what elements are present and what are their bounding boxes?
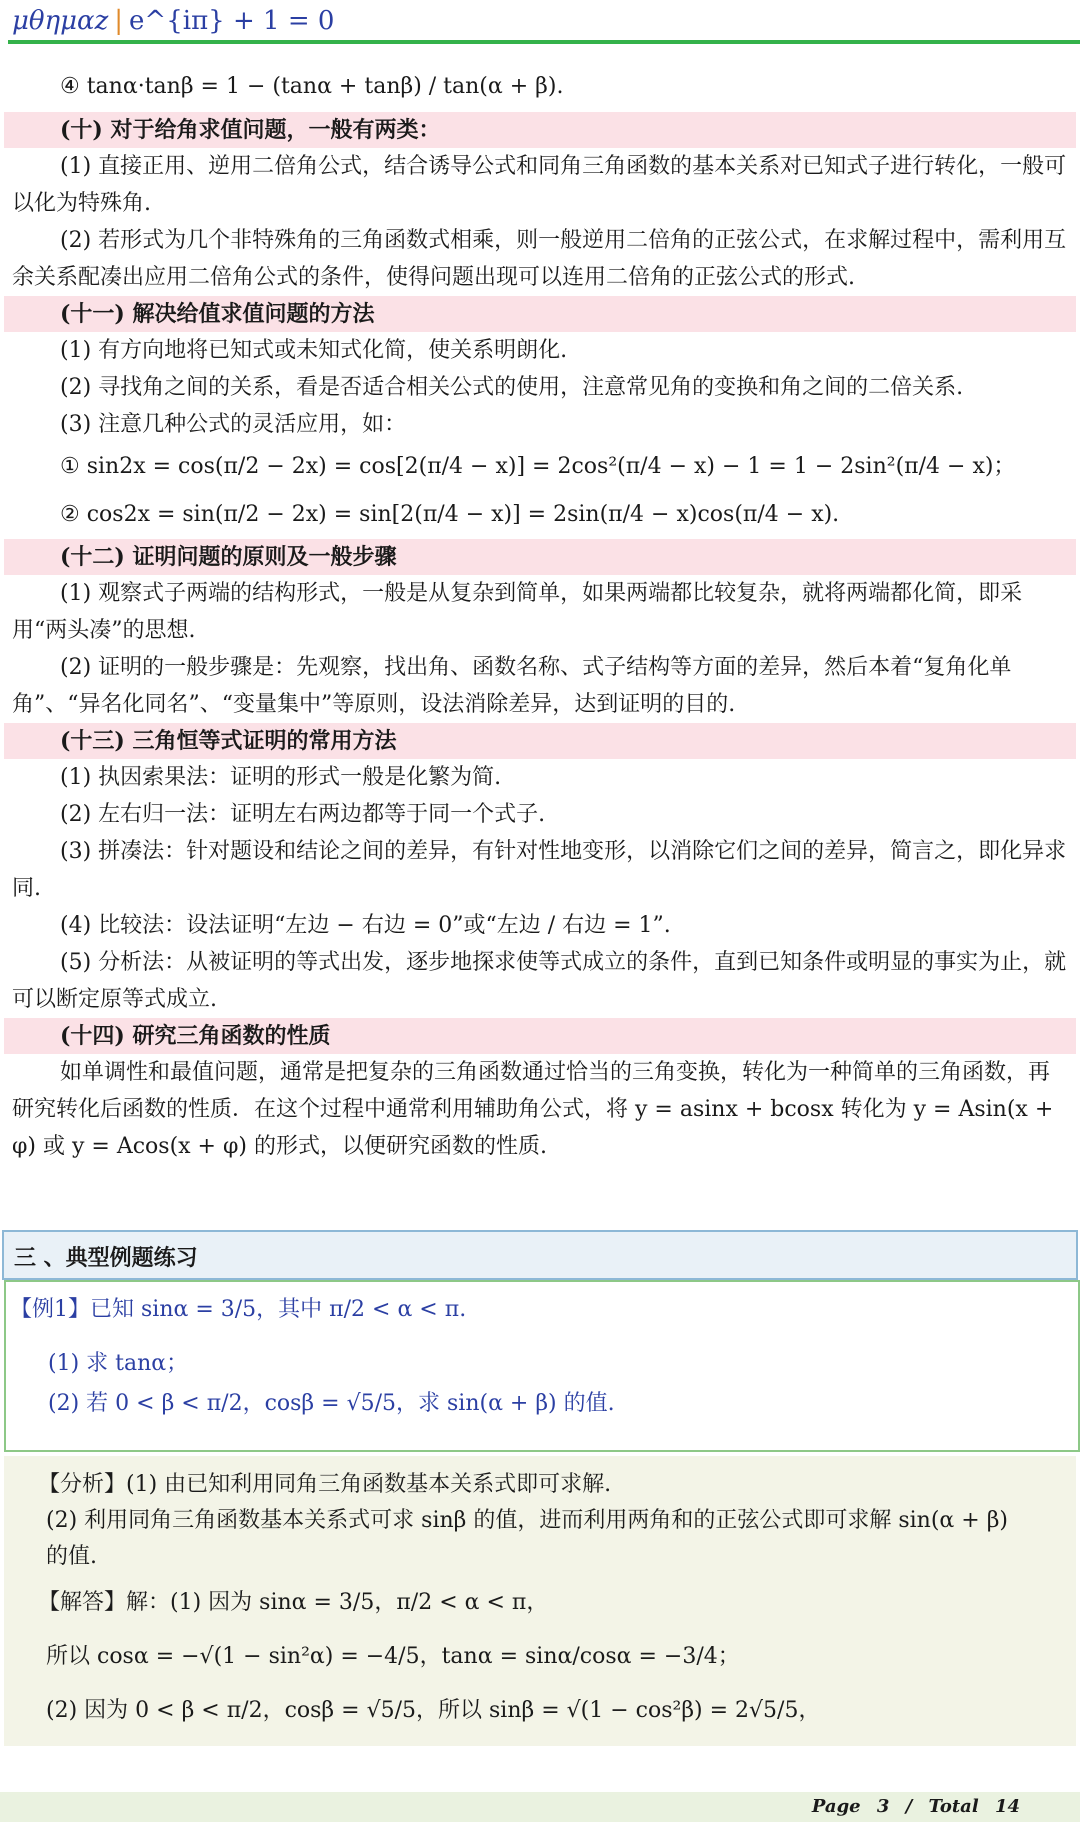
paragraph: (1) 执因索果法：证明的形式一般是化繁为简. (60, 765, 502, 790)
solution-line: 【解答】解：(1) 因为 sinα = 3/5，π/2 < α < π， (38, 1590, 549, 1615)
paragraph: 如单调性和最值问题，通常是把复杂的三角函数通过恰当的三角变换，转化为一种简单的三角函数，再研究转化后函数的性质．在这个过程中通常利用辅助角公式，将 y = asinx + bcosx 转化为 y = Asin(x + φ) 或 y = Acos(x + φ) 的形式，以便研究函数的性质. (12, 1060, 1054, 1159)
answer-box (4, 1456, 1076, 1746)
section-title-11: (十一) 解决给值求值问题的方法 (4, 296, 1076, 332)
intro-formula: ④ tanα·tanβ = 1 − (tanα + tanβ) / tan(α + β). (60, 74, 564, 99)
solution-line: 所以 cosα = −√(1 − sin²α) = −4/5，tanα = sinα/cosα = −3/4； (46, 1644, 740, 1669)
analysis-line: 【分析】(1) 由已知利用同角三角函数基本关系式即可求解. (38, 1472, 612, 1497)
formula-line: ② cos2x = sin(π/2 − 2x) = sin[2(π/4 − x)] = 2sin(π/4 − x)cos(π/4 − x). (60, 502, 840, 527)
page-number: Page 3 / Total 14 (811, 1796, 1020, 1817)
section-title-14: (十四) 研究三角函数的性质 (4, 1018, 1076, 1054)
analysis-line: 的值. (46, 1544, 97, 1569)
page-footer (0, 1792, 1080, 1822)
paragraph: (1) 直接正用、逆用二倍角公式，结合诱导公式和同角三角函数的基本关系对已知式子进行转化，一般可以化为特殊角. (12, 154, 1067, 216)
brand-logo (12, 6, 334, 36)
example-tag: 【例1】 (10, 1297, 90, 1322)
part-three-header (2, 1230, 1078, 1280)
paragraph: (4) 比较法：设法证明“左边 − 右边 = 0”或“左边 / 右边 = 1”. (60, 913, 671, 938)
example-question-2: (2) 若 0 < β < π/2，cosβ = √5/5，求 sin(α + β) 的值. (48, 1391, 615, 1416)
paragraph: (1) 观察式子两端的结构形式，一般是从复杂到简单，如果两端都比较复杂，就将两端都化简，即采用“两头凑”的思想. (12, 581, 1023, 643)
paragraph: (2) 左右归一法：证明左右两边都等于同一个式子. (60, 802, 546, 827)
example-question-1: (1) 求 tanα； (48, 1351, 189, 1376)
paragraph: (1) 有方向地将已知式或未知式化简，使关系明朗化. (60, 338, 568, 363)
header-divider (8, 40, 1080, 44)
part-three-title: 三 、典型例题练习 (14, 1245, 198, 1271)
header-separator: | (114, 6, 124, 36)
solution-line: (2) 因为 0 < β < π/2，cosβ = √5/5，所以 sinβ = √(1 − cos²β) = 2√5/5， (46, 1698, 821, 1723)
section-title-10: (十) 对于给角求值问题，一般有两类： (4, 112, 1076, 148)
paragraph: (2) 若形式为几个非特殊角的三角函数式相乘，则一般逆用二倍角的正弦公式，在求解过程中，需利用互余关系配凑出应用二倍角公式的条件，使得问题出现可以连用二倍角的正弦公式的形式. (12, 228, 1067, 290)
example-stem-text: 已知 sinα = 3/5，其中 π/2 < α < π. (90, 1297, 467, 1322)
section-title-13: (十三) 三角恒等式证明的常用方法 (4, 723, 1076, 759)
paragraph: (3) 注意几种公式的灵活应用，如： (60, 412, 407, 437)
section-title-12: (十二) 证明问题的原则及一般步骤 (4, 539, 1076, 575)
page-header (0, 0, 1080, 48)
paragraph: (3) 拼凑法：针对题设和结论之间的差异，有针对性地变形，以消除它们之间的差异，简言之，即化异求同. (12, 839, 1067, 901)
page-content (0, 62, 1080, 1165)
paragraph: (2) 寻找角之间的关系，看是否适合相关公式的使用，注意常见角的变换和角之间的二倍关系. (60, 375, 964, 400)
brand-name: μθημαz (12, 6, 109, 36)
example-box (4, 1280, 1080, 1452)
example-stem (10, 1292, 466, 1323)
paragraph: (2) 证明的一般步骤是：先观察，找出角、函数名称、式子结构等方面的差异，然后本着“复角化单角”、“异名化同名”、“变量集中”等原则，设法消除差异，达到证明的目的. (12, 655, 1012, 717)
paragraph: (5) 分析法：从被证明的等式出发，逐步地探求使等式成立的条件，直到已知条件或明显的事实为止，就可以断定原等式成立. (12, 950, 1067, 1012)
header-formula: e^{iπ} + 1 = 0 (129, 6, 335, 36)
analysis-line: (2) 利用同角三角函数基本关系式可求 sinβ 的值，进而利用两角和的正弦公式即可求解 sin(α + β) (46, 1508, 1009, 1533)
formula-line: ① sin2x = cos(π/2 − 2x) = cos[2(π/4 − x)] = 2cos²(π/4 − x) − 1 = 1 − 2sin²(π/4 − x)； (60, 454, 1016, 479)
